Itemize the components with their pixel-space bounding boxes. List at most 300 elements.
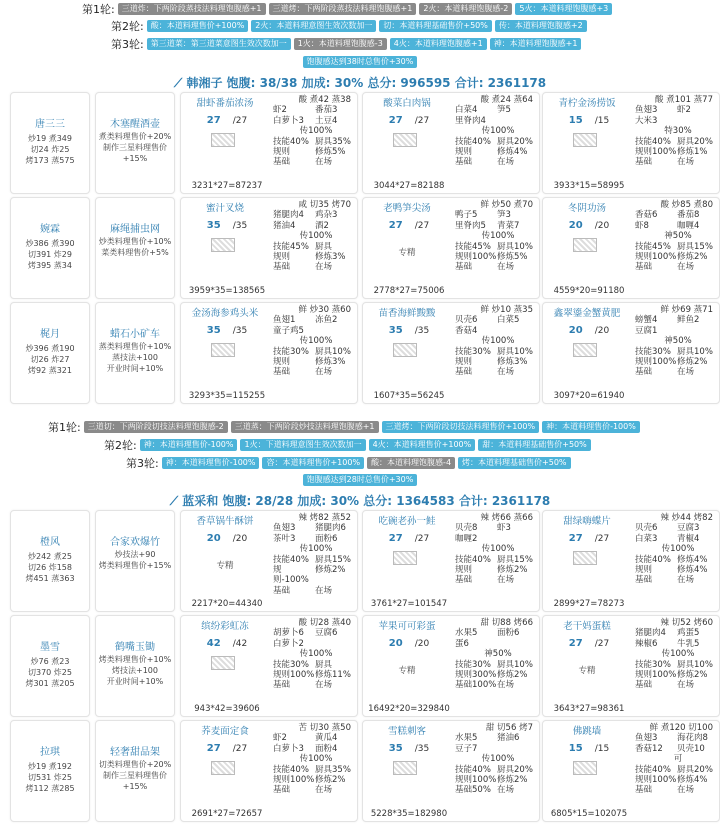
bonus-value: 规则 [455, 147, 473, 158]
dish-image-icon [211, 656, 235, 670]
chef-stat: 烤112 蒸285 [25, 784, 75, 793]
dish-flavor-skills: 鲜 炒69 蒸71 [660, 305, 713, 315]
dish-quantity [549, 638, 629, 649]
chef-name[interactable]: 婉霖 [40, 224, 60, 235]
bonus-value: 规则-100% [273, 565, 309, 586]
ingredient: 黄瓜4 [315, 733, 338, 744]
dish-rank-bonus: 传100% [299, 231, 333, 242]
dish-flavor-skills: 酸 煮101 蒸77 [655, 95, 713, 105]
bonus-value: 技能40% [635, 136, 671, 147]
bonus-value: 厨具 [315, 659, 333, 670]
intent-tag[interactable]: 传：本道料理饱腹感+2 [495, 20, 587, 32]
chef-card[interactable] [10, 615, 90, 717]
dish-price-calc: 3959*35=138565 [188, 286, 266, 296]
ingredient: 白萝卜3 [273, 115, 304, 126]
intent-tag[interactable]: 神：本道料理饱腹感+1 [490, 38, 582, 50]
dish-price-calc: 5228*35=182980 [370, 809, 448, 819]
quantity-max: /27 [594, 534, 610, 544]
bonus-value: 厨具10% [677, 346, 713, 357]
chef-card[interactable] [10, 720, 90, 822]
bonus-row [273, 765, 358, 775]
ingredient: 水果5 [455, 733, 478, 744]
bonus-value: 规则100% [635, 147, 677, 158]
dish-card[interactable] [362, 302, 540, 404]
bonus-value: 在场 [497, 157, 515, 168]
ingredient: 鲜鱼2 [677, 315, 700, 326]
intent-tag[interactable]: 2火：本道料理意图生效次数加一 [251, 20, 376, 32]
ingredient: 白萝卜2 [273, 638, 304, 649]
dish-rank-bonus: 可 [673, 754, 683, 765]
dish-name[interactable]: 苗香海鲜黢黢 [378, 308, 436, 319]
bonus-row [455, 242, 540, 252]
ingredient: 香菇6 [635, 210, 658, 221]
ingredient: 面粉6 [497, 628, 520, 639]
chef-stat: 切24 炸25 [30, 145, 70, 154]
intent-tag[interactable]: 咨：本道料理售价+100% [262, 457, 364, 469]
bonus-value: 基础 [635, 157, 653, 168]
dish-name[interactable]: 鑫翠鎏金蟹黄肥 [553, 308, 621, 319]
bonus-value: 厨具35% [315, 136, 351, 147]
dish-image-icon [573, 343, 597, 357]
bonus-value: 规则 [635, 565, 653, 576]
chef-name[interactable]: 唐三三 [35, 119, 65, 130]
bonus-row [273, 680, 358, 690]
dish-name[interactable]: 荞麦面定食 [201, 726, 249, 737]
quantity-value[interactable]: 27 [388, 533, 403, 544]
quantity-value[interactable]: 20 [388, 638, 403, 649]
ingredient [497, 326, 539, 336]
intent-tag[interactable]: 三道炸：下两阶段蒸技法料理饱腹感+1 [118, 3, 266, 15]
dish-quantity [549, 325, 629, 336]
bonus-row [635, 765, 720, 775]
chef-name[interactable]: 拉琪 [40, 747, 60, 758]
dish-name[interactable]: 吃碗老孙一鲑 [378, 516, 436, 527]
equip-card[interactable] [95, 720, 175, 822]
equip-card[interactable] [95, 510, 175, 612]
intent-tag[interactable]: 4火：本道料理售价+100% [369, 439, 476, 451]
dish-rank-bonus: 传100% [299, 126, 333, 137]
satiety-bonus-tag[interactable]: 饱腹感达到28时总售价+30% [303, 474, 418, 486]
intent-tag[interactable]: 4火：本道料理饱腹感+1 [390, 38, 487, 50]
ingredient: 牛乳5 [677, 638, 700, 649]
dish-ingredients [455, 105, 540, 126]
chef-stat: 炒396 煮190 [25, 344, 75, 353]
quantity-value[interactable]: 27 [388, 220, 403, 231]
dish-name[interactable]: 佛跳墙 [572, 726, 602, 737]
chef-name[interactable]: 墨雪 [40, 642, 60, 653]
dish-name[interactable]: 蜜汁叉烧 [205, 203, 244, 214]
ingredient: 冻鱼2 [315, 315, 338, 326]
bonus-value: 修炼2% [677, 252, 708, 263]
chef-card[interactable] [10, 197, 90, 299]
dish-name[interactable]: 香草锅牛酥饼 [196, 516, 254, 527]
ingredient: 鱼翅3 [635, 105, 658, 116]
dish-rank-bonus: 传100% [299, 754, 333, 765]
equip-effect: 切类料理售价+20% [98, 760, 172, 769]
dish-ingredients [635, 105, 720, 126]
round-label: 第3轮: [126, 457, 159, 470]
equip-effect: 开业时间+10% [106, 677, 164, 686]
bonus-row [455, 367, 540, 377]
chef-stat: 切370 炸25 [28, 668, 72, 677]
chef-stat: 切26 炸27 [30, 355, 70, 364]
dish-name[interactable]: 甜绿嗨蝶片 [563, 516, 611, 527]
dish-image-icon [211, 238, 235, 252]
dish-flavor-skills: 咸 切35 烤70 [298, 200, 351, 210]
bonus-value: 技能40% [635, 764, 671, 775]
ingredient: 猪油6 [497, 733, 520, 744]
bonus-row [273, 157, 358, 167]
bonus-value: 修炼5% [315, 147, 346, 158]
dish-flavor-skills: 鲜 炒50 煮70 [480, 200, 533, 210]
dish-rank-bonus: 传100% [481, 754, 515, 765]
bonus-value: 修炼11% [315, 670, 351, 681]
chef-stat: 烤301 蒸205 [25, 679, 75, 688]
quantity-value[interactable]: 35 [388, 743, 403, 754]
intent-tag[interactable]: 三道蒸：下两阶段炒技法料理饱腹感+1 [231, 421, 379, 433]
intent-tag[interactable]: 三道切：下两阶段切技法料理饱腹感-2 [84, 421, 228, 433]
chef-stat: 炒386 煮390 [25, 239, 75, 248]
intent-tag[interactable]: 烤：本道料理基础售价+50% [458, 457, 570, 469]
dish-ingredients [455, 628, 540, 649]
quantity-value[interactable]: 35 [388, 325, 403, 336]
round-line-2 [111, 19, 587, 33]
dish-card[interactable] [180, 302, 358, 404]
bonus-row [455, 252, 540, 262]
dish-flavor-skills: 鲜 炒30 蒸60 [298, 305, 351, 315]
bonus-value: 技能40% [273, 136, 309, 147]
dish-ingredients [455, 210, 540, 231]
dish-name[interactable]: 酸菜白肉锅 [383, 98, 431, 109]
equip-name[interactable]: 木塞醒酒壶 [110, 119, 160, 130]
bonus-row [635, 680, 720, 690]
intent-tag[interactable]: 酸：本道料理饱腹感-4 [367, 457, 455, 469]
intent-tag[interactable]: 1火：本道料理饱腹感-3 [294, 38, 387, 50]
quantity-max: /27 [594, 639, 610, 649]
ingredient: 海花肉8 [677, 733, 708, 744]
bonus-row [273, 660, 358, 670]
bonus-value: 厨具15% [677, 241, 713, 252]
dish-name[interactable]: 苹果可可彩蛋 [378, 621, 436, 632]
ingredient: 白菜3 [635, 533, 658, 544]
round-label: 第1轮: [48, 421, 81, 434]
guest-summary: ⟋ 韩湘子 饱腹: 38/38 加成: 30% 总分: 996595 合计: 2361178 [173, 76, 547, 90]
equip-name[interactable]: 轻奢甜品架 [110, 747, 160, 758]
dish-name[interactable]: 青柠金汤捞饭 [558, 98, 616, 109]
dish-image-icon [393, 761, 417, 775]
ingredient [677, 116, 719, 126]
quantity-value[interactable]: 20 [206, 533, 221, 544]
dish-name[interactable]: 雪糕刺客 [387, 726, 426, 737]
dish-rank-bonus: 神50% [484, 649, 512, 660]
intent-tag[interactable]: 神：本道料理售价-100% [162, 457, 260, 469]
bonus-value: 在场 [677, 367, 695, 378]
dish-skill-note: 专精 [216, 561, 234, 571]
dish-image-icon [573, 133, 597, 147]
quantity-value[interactable]: 20 [568, 325, 583, 336]
dish-flavor-skills: 酸 切28 蒸40 [298, 618, 351, 628]
bonus-row [273, 137, 358, 147]
bonus-value: 技能30% [273, 346, 309, 357]
quantity-value[interactable]: 27 [206, 115, 221, 126]
round-label: 第3轮: [111, 38, 144, 51]
bonus-value: 基础 [273, 157, 291, 168]
ingredient: 豆腐1 [635, 325, 658, 336]
ingredient: 青椒4 [677, 533, 700, 544]
dish-card[interactable] [180, 510, 358, 612]
ingredient: 白萝卜3 [273, 743, 304, 754]
equip-name[interactable]: 鹤嘴玉锄 [115, 642, 155, 653]
dish-card[interactable] [180, 615, 358, 717]
quantity-value[interactable]: 35 [206, 325, 221, 336]
intent-tag[interactable]: 三道烤：下两阶段切技法料理售价+100% [382, 421, 540, 433]
intent-tag[interactable]: 酸：本道料理售价+100% [147, 20, 249, 32]
bonus-value: 规则 [273, 252, 291, 263]
bonus-value: 技能30% [455, 659, 491, 670]
satiety-bonus-tag[interactable]: 饱腹感达到38时总售价+30% [303, 56, 418, 68]
bonus-row [455, 147, 540, 157]
chef-card[interactable] [10, 302, 90, 404]
equip-name[interactable]: 蜡石小矿车 [110, 329, 160, 340]
bonus-value: 厨具20% [497, 136, 533, 147]
chef-stat: 烤395 蒸34 [28, 261, 72, 270]
quantity-max: /27 [232, 744, 248, 754]
dish-card[interactable] [542, 510, 720, 612]
dish-card[interactable] [180, 92, 358, 194]
bonus-value: 在场 [677, 262, 695, 273]
equip-card[interactable] [95, 197, 175, 299]
dish-name[interactable]: 缤纷彩虹冻 [201, 621, 249, 632]
dish-attributes [455, 618, 540, 691]
quantity-value[interactable]: 20 [568, 220, 583, 231]
dish-ingredients [273, 523, 358, 544]
ingredient: 贝壳8 [455, 523, 478, 534]
bonus-value: 规则100% [635, 252, 677, 263]
intent-tag[interactable]: 2火：本道料理饱腹感-2 [419, 3, 512, 15]
dish-skill-note: 专精 [398, 666, 416, 676]
dish-card[interactable] [362, 510, 540, 612]
dish-name[interactable]: 甜虾番茄浓汤 [196, 98, 254, 109]
chef-name[interactable]: 橙风 [40, 537, 60, 548]
intent-tag[interactable]: 切：本道料理基础售价+50% [379, 20, 491, 32]
quantity-value[interactable]: 15 [568, 743, 583, 754]
bonus-value: 在场 [497, 367, 515, 378]
chef-stat: 炒19 煮349 [28, 134, 72, 143]
dish-image-icon [393, 343, 417, 357]
ingredient: 虾2 [273, 733, 287, 744]
bonus-value: 技能40% [455, 764, 491, 775]
bonus-row [635, 252, 720, 262]
intent-tag[interactable]: 神：本道料理售价-100% [140, 439, 238, 451]
quantity-value[interactable]: 27 [568, 533, 583, 544]
equip-name[interactable]: 麻绳捕虫网 [110, 224, 160, 235]
dish-quantity [187, 325, 267, 336]
dish-rank-bonus: 特30% [664, 126, 692, 137]
dish-ingredients [635, 523, 720, 544]
bonus-value: 修炼4% [677, 565, 708, 576]
dish-name[interactable]: 老干妈蛋糕 [563, 621, 611, 632]
dish-image-icon [573, 761, 597, 775]
quantity-value[interactable]: 35 [206, 220, 221, 231]
dish-card[interactable] [542, 720, 720, 822]
ingredient: 鱼翅1 [273, 315, 296, 326]
dish-card[interactable] [542, 92, 720, 194]
ingredient: 土豆4 [315, 115, 338, 126]
bonus-row [635, 775, 720, 785]
dish-rank-bonus: 传100% [481, 231, 515, 242]
ingredient: 辣椒6 [635, 638, 658, 649]
chef-stat: 切26 炸158 [28, 563, 72, 572]
bonus-value: 在场 [497, 262, 515, 273]
dish-attributes [635, 513, 720, 586]
dish-ingredients [273, 210, 358, 231]
bonus-value: 技能30% [455, 346, 491, 357]
bonus-value: 修炼2% [677, 670, 708, 681]
equip-effect: 炒类料理售价+10% [98, 237, 172, 246]
quantity-value[interactable]: 15 [568, 115, 583, 126]
chef-card[interactable] [10, 92, 90, 194]
dish-flavor-skills: 苦 切30 蒸50 [298, 723, 351, 733]
bonus-value: 修炼3% [315, 357, 346, 368]
dish-image-icon [393, 551, 417, 565]
bonus-value: 基础50% [455, 785, 491, 796]
dish-attributes [273, 305, 358, 378]
dish-attributes [455, 513, 540, 586]
dish-card[interactable] [362, 92, 540, 194]
dish-name[interactable]: 老鸭笋尖汤 [383, 203, 431, 214]
intent-tag[interactable]: 神：本道料理售价-100% [542, 421, 640, 433]
chef-card[interactable] [10, 510, 90, 612]
dish-flavor-skills: 辣 烤66 蒸66 [480, 513, 533, 523]
dish-ingredients [273, 628, 358, 649]
bonus-value: 修炼4% [677, 775, 708, 786]
bonus-value: 在场 [315, 367, 333, 378]
bonus-value: 在场 [315, 585, 333, 596]
quantity-value[interactable]: 27 [206, 743, 221, 754]
dish-image-icon [211, 133, 235, 147]
quantity-value[interactable]: 27 [568, 638, 583, 649]
round-line-1 [82, 2, 612, 16]
dish-ingredients [273, 105, 358, 126]
quantity-max: /42 [232, 639, 248, 649]
ingredient: 虾2 [677, 105, 691, 116]
dish-card[interactable] [542, 197, 720, 299]
bonus-value: 厨具 [315, 241, 333, 252]
equip-name[interactable]: 合家欢爆竹 [110, 537, 160, 548]
dish-ingredients [455, 523, 540, 544]
dish-card[interactable] [542, 615, 720, 717]
quantity-max: /35 [232, 326, 248, 336]
dish-ingredients [635, 628, 720, 649]
intent-tag[interactable]: 甜：本道料理基础售价+50% [478, 439, 590, 451]
dish-quantity [369, 743, 449, 754]
dish-rank-bonus: 神50% [664, 336, 692, 347]
round-line-3 [111, 37, 581, 51]
intent-tag[interactable]: 三道烤：下两阶段蒸技法料理饱腹感+1 [269, 3, 417, 15]
dish-name[interactable]: 金汤海参鸡头米 [191, 308, 259, 319]
dish-image-icon [573, 238, 597, 252]
dish-flavor-skills: 辣 切52 烤60 [660, 618, 713, 628]
bonus-value: 厨具10% [677, 659, 713, 670]
ingredient: 番茄8 [677, 210, 700, 221]
bonus-value: 技能40% [455, 554, 491, 565]
ingredient [497, 639, 539, 649]
bonus-value: 技能40% [273, 764, 309, 775]
bonus-row [455, 785, 540, 795]
bonus-value: 在场 [497, 785, 515, 796]
dish-card[interactable] [180, 720, 358, 822]
equip-effect: 制作三星料理售价 [103, 771, 167, 780]
bonus-value: 在场 [677, 157, 695, 168]
ingredient: 笋5 [497, 105, 511, 116]
quantity-max: /15 [594, 744, 610, 754]
ingredient: 胡萝卜6 [273, 628, 304, 639]
chef-stat: 切391 炸29 [28, 250, 72, 259]
bonus-row [455, 765, 540, 775]
dish-rank-bonus: 神50% [664, 231, 692, 242]
bonus-row [635, 347, 720, 357]
equip-effect: 菜类料理售价+5% [101, 248, 169, 257]
dish-name[interactable]: 冬阴功汤 [567, 203, 606, 214]
chef-name[interactable]: 梶月 [40, 329, 60, 340]
equip-effect: 煮类料理售价+20% [98, 132, 172, 141]
bonus-row [273, 785, 358, 795]
chef-stat: 烤173 蒸575 [25, 156, 75, 165]
ingredient [497, 116, 539, 126]
dish-card[interactable] [362, 615, 540, 717]
bonus-row [273, 775, 358, 785]
equip-card[interactable] [95, 92, 175, 194]
dish-card[interactable] [180, 197, 358, 299]
bonus-value: 基础 [635, 785, 653, 796]
guest-summary: ⟋ 蓝采和 饱腹: 28/28 加成: 30% 总分: 1364583 合计: 2361178 [169, 494, 551, 508]
equip-effect: 蒸技法+100 [112, 353, 158, 362]
bonus-value: 规则100% [635, 670, 677, 681]
dish-attributes [455, 200, 540, 273]
bonus-value: 修炼3% [497, 357, 528, 368]
dish-card[interactable] [542, 302, 720, 404]
dish-image-icon [573, 551, 597, 565]
dish-quantity [187, 743, 267, 754]
intent-tag[interactable]: 第三道菜：第三道菜意图生效次数加一 [147, 38, 291, 50]
dish-rank-bonus: 传100% [481, 544, 515, 555]
bonus-row [273, 670, 358, 680]
ingredient: 茶叶3 [273, 533, 296, 544]
quantity-value[interactable]: 42 [206, 638, 221, 649]
dish-quantity [369, 115, 449, 126]
bonus-value: 基础 [273, 680, 291, 691]
bonus-value: 规则100% [455, 775, 497, 786]
bonus-value: 厨具10% [497, 659, 533, 670]
bonus-value: 基础 [635, 575, 653, 586]
ingredient [497, 744, 539, 754]
ingredient: 白菜5 [497, 315, 520, 326]
intent-tag[interactable]: 1火：下道料理意图生效次数加一 [240, 439, 365, 451]
dish-card[interactable] [362, 720, 540, 822]
equip-card[interactable] [95, 302, 175, 404]
quantity-value[interactable]: 27 [388, 115, 403, 126]
dish-card[interactable] [362, 197, 540, 299]
bonus-value: 修炼2% [315, 565, 346, 576]
bonus-value: 厨具10% [497, 241, 533, 252]
round-label: 第2轮: [111, 20, 144, 33]
equip-card[interactable] [95, 615, 175, 717]
dish-attributes [635, 305, 720, 378]
round-line-2 [104, 438, 591, 452]
bonus-value: 技能45% [635, 241, 671, 252]
bonus-value: 基础 [635, 262, 653, 273]
intent-tag[interactable]: 5火：本道料理饱腹感+3 [515, 3, 612, 15]
